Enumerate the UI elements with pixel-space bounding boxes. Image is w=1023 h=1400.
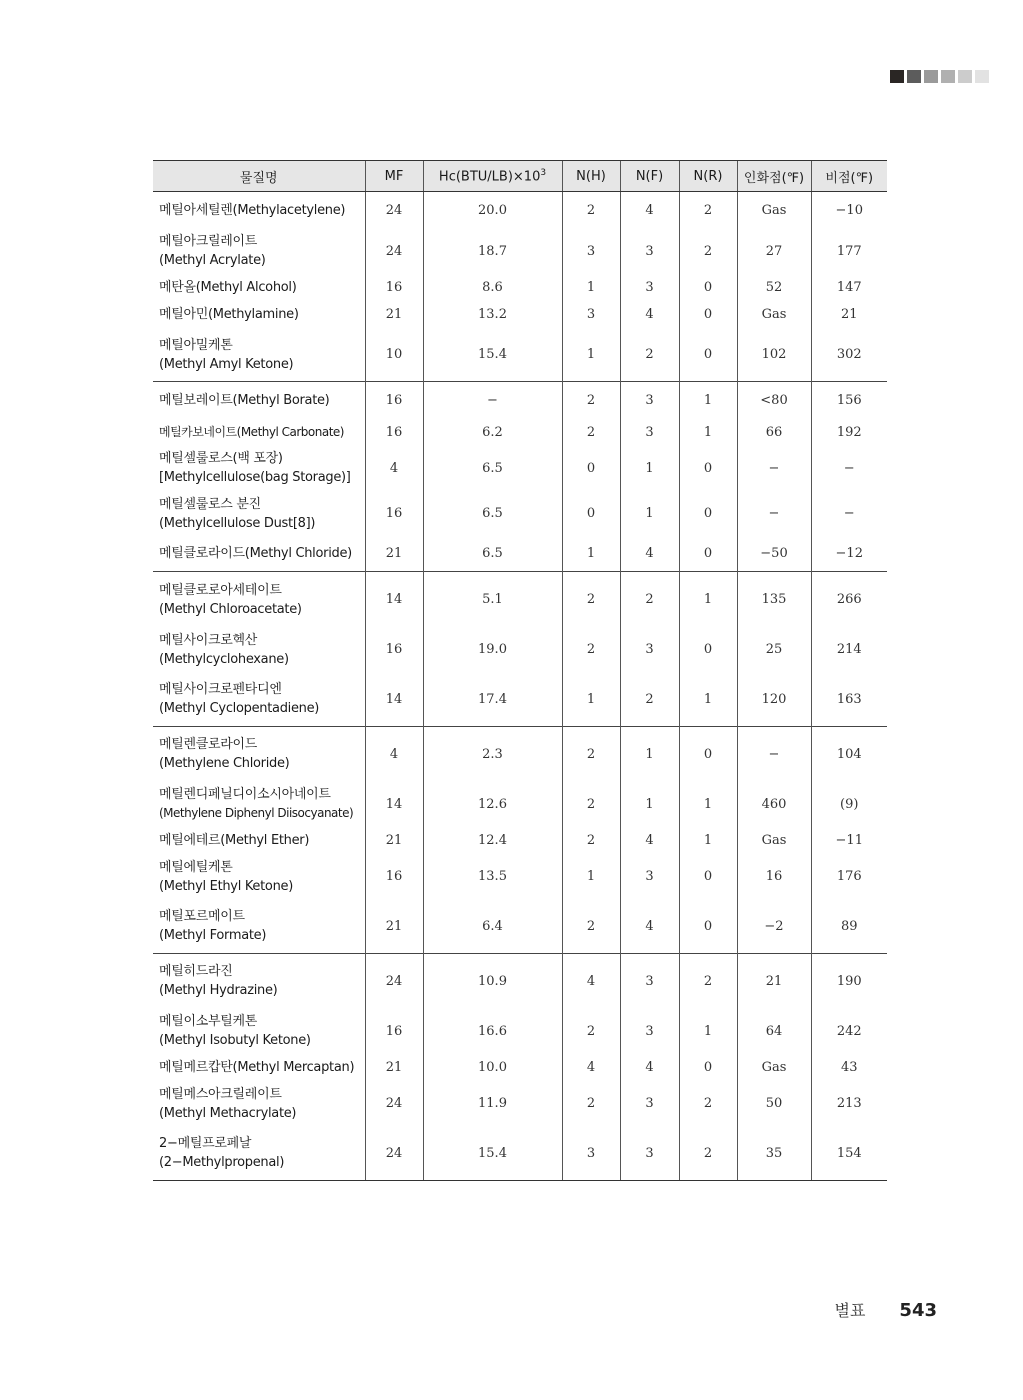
nr-cell: 0 <box>679 491 737 537</box>
mf-cell: 16 <box>365 419 423 446</box>
color-swatch <box>890 70 904 83</box>
substance-name: 메틸이소부틸케톤 <box>159 1014 258 1030</box>
color-swatch <box>941 70 955 83</box>
color-swatch <box>975 70 989 83</box>
table-row <box>153 1081 887 1127</box>
hc-cell: 10.0 <box>423 1054 562 1081</box>
nr-cell: 0 <box>679 274 737 301</box>
flash-cell: 21 <box>737 953 811 1009</box>
substance-name-english: (Methylcellulose Dust[8]) <box>159 515 316 531</box>
boil-cell: 190 <box>811 953 887 1009</box>
hc-cell: 16.6 <box>423 1009 562 1055</box>
nh-cell: 2 <box>562 572 620 628</box>
boil-cell: 242 <box>811 1009 887 1055</box>
substance-name: 메틸렌클로라이드 <box>159 737 258 752</box>
flash-cell: Gas <box>737 1054 811 1081</box>
nf-cell: 3 <box>620 953 679 1009</box>
substance-name-english: (Methyl Cyclopentadiene) <box>159 701 320 716</box>
nf-cell: 4 <box>620 192 679 229</box>
nh-cell: 2 <box>562 827 620 854</box>
hc-cell: 10.9 <box>423 953 562 1009</box>
boil-cell: 89 <box>811 900 887 954</box>
table-row <box>153 446 887 492</box>
boil-cell: 147 <box>811 274 887 301</box>
substance-name-cell <box>153 328 365 382</box>
nr-cell: 0 <box>679 537 737 572</box>
mf-cell: 21 <box>365 301 423 328</box>
flash-cell: 27 <box>737 229 811 275</box>
substance-name: 메틸사이크로헥산 <box>159 632 258 648</box>
nh-cell: 2 <box>562 627 620 673</box>
hc-cell: 12.4 <box>423 827 562 854</box>
header-mf: MF <box>365 161 423 192</box>
nh-cell: 4 <box>562 953 620 1009</box>
boil-cell: 104 <box>811 726 887 782</box>
hc-cell: 15.4 <box>423 1127 562 1181</box>
nf-cell: 2 <box>620 673 679 727</box>
substance-name-cell <box>153 382 365 419</box>
flash-cell: Gas <box>737 827 811 854</box>
substance-name: 메탄올(Methyl Alcohol) <box>159 280 297 295</box>
flash-cell: 120 <box>737 673 811 727</box>
header-hc-text: Hc(BTU/LB)×10 <box>438 169 541 185</box>
hc-cell: 20.0 <box>423 192 562 229</box>
table-row <box>153 328 887 382</box>
nh-cell: 4 <box>562 1054 620 1081</box>
substance-name-cell <box>153 446 365 492</box>
substance-name-cell <box>153 854 365 900</box>
substance-name-cell <box>153 572 365 628</box>
mf-cell: 10 <box>365 328 423 382</box>
nf-cell: 1 <box>620 726 679 782</box>
substance-name-cell <box>153 782 365 828</box>
boil-cell: − <box>811 491 887 537</box>
nh-cell: 1 <box>562 274 620 301</box>
header-nf: N(F) <box>620 161 679 192</box>
header-substance-name: 물질명 <box>153 161 365 192</box>
hc-cell: 6.2 <box>423 419 562 446</box>
substance-name-english: (Methyl Hydrazine) <box>159 983 278 998</box>
substance-name-cell <box>153 1081 365 1127</box>
mf-cell: 16 <box>365 274 423 301</box>
color-swatch <box>924 70 938 83</box>
flash-cell: 66 <box>737 419 811 446</box>
flash-cell: − <box>737 491 811 537</box>
hc-cell: 18.7 <box>423 229 562 275</box>
substance-name-cell <box>153 491 365 537</box>
substance-name: 메틸보레이트(Methyl Borate) <box>159 392 330 408</box>
substance-name-cell <box>153 537 365 572</box>
boil-cell: 43 <box>811 1054 887 1081</box>
nh-cell: 2 <box>562 782 620 828</box>
nr-cell: 1 <box>679 1009 737 1055</box>
boil-cell: 21 <box>811 301 887 328</box>
flash-cell: 102 <box>737 328 811 382</box>
table-row <box>153 782 887 828</box>
nr-cell: 1 <box>679 782 737 828</box>
mf-cell: 21 <box>365 537 423 572</box>
nf-cell: 1 <box>620 491 679 537</box>
nh-cell: 2 <box>562 900 620 954</box>
flash-cell: 460 <box>737 782 811 828</box>
substance-name-cell <box>153 726 365 782</box>
nf-cell: 2 <box>620 572 679 628</box>
hc-cell: 11.9 <box>423 1081 562 1127</box>
mf-cell: 16 <box>365 1009 423 1055</box>
substance-name: 메틸셀룰로스 분진 <box>159 496 261 512</box>
hc-cell: 5.1 <box>423 572 562 628</box>
table-row <box>153 900 887 954</box>
table-row <box>153 274 887 301</box>
substance-name: 메틸아민(Methylamine) <box>159 307 299 322</box>
chemical-properties-table <box>153 160 887 1181</box>
nr-cell: 0 <box>679 854 737 900</box>
mf-cell: 21 <box>365 900 423 954</box>
boil-cell: 302 <box>811 328 887 382</box>
nr-cell: 2 <box>679 1127 737 1181</box>
substance-name: 메틸아세틸렌(Methylacetylene) <box>159 202 346 218</box>
nh-cell: 1 <box>562 673 620 727</box>
header-hc <box>423 161 562 192</box>
substance-name: 메틸카보네이트(Methyl Carbonate) <box>159 424 344 439</box>
boil-cell: 163 <box>811 673 887 727</box>
mf-cell: 16 <box>365 854 423 900</box>
substance-name: 메틸클로라이드(Methyl Chloride) <box>159 546 352 562</box>
table-row <box>153 537 887 572</box>
flash-cell: − <box>737 446 811 492</box>
table-header-row <box>153 161 887 192</box>
nf-cell: 3 <box>620 1009 679 1055</box>
nr-cell: 1 <box>679 673 737 727</box>
substance-name: 메틸아크릴레이트 <box>159 234 258 250</box>
substance-name-english: (Methyl Ethyl Ketone) <box>159 878 293 894</box>
substance-name-cell <box>153 627 365 673</box>
nf-cell: 3 <box>620 274 679 301</box>
header-nr: N(R) <box>679 161 737 192</box>
mf-cell: 16 <box>365 627 423 673</box>
substance-name-english: (Methyl Acrylate) <box>159 253 266 269</box>
table-row <box>153 953 887 1009</box>
nh-cell: 2 <box>562 1081 620 1127</box>
nr-cell: 0 <box>679 627 737 673</box>
header-boiling-point: 비점(℉) <box>811 161 887 192</box>
mf-cell: 24 <box>365 1127 423 1181</box>
hc-cell: 12.6 <box>423 782 562 828</box>
mf-cell: 16 <box>365 382 423 419</box>
nf-cell: 1 <box>620 782 679 828</box>
page-footer <box>835 1298 938 1321</box>
substance-name-cell <box>153 301 365 328</box>
substance-name-english: (2−Methylpropenal) <box>159 1155 285 1170</box>
substance-name: 메틸에틸케톤 <box>159 859 233 875</box>
hc-cell: − <box>423 382 562 419</box>
substance-name: 메틸포르메이트 <box>159 909 245 924</box>
hc-cell: 15.4 <box>423 328 562 382</box>
substance-name-cell <box>153 229 365 275</box>
table-row <box>153 229 887 275</box>
footer-section-title: 별표 <box>834 1301 866 1320</box>
nf-cell: 3 <box>620 854 679 900</box>
nf-cell: 4 <box>620 827 679 854</box>
nf-cell: 3 <box>620 1127 679 1181</box>
substance-name-english: [Methylcellulose(bag Storage)] <box>159 470 351 486</box>
substance-name: 메틸셀룰로스(백 포장) <box>159 451 283 467</box>
substance-name-english: (Methyl Methacrylate) <box>159 1105 297 1121</box>
hc-cell: 6.4 <box>423 900 562 954</box>
mf-cell: 14 <box>365 673 423 727</box>
nr-cell: 1 <box>679 827 737 854</box>
nh-cell: 1 <box>562 854 620 900</box>
hc-cell: 13.5 <box>423 854 562 900</box>
table-row <box>153 1054 887 1081</box>
nf-cell: 4 <box>620 1054 679 1081</box>
nf-cell: 3 <box>620 229 679 275</box>
substance-name-cell <box>153 274 365 301</box>
table-row <box>153 1127 887 1181</box>
header-color-swatches <box>890 70 989 83</box>
nh-cell: 2 <box>562 726 620 782</box>
substance-name-english: (Methylene Chloride) <box>159 756 290 771</box>
flash-cell: Gas <box>737 301 811 328</box>
substance-name-cell <box>153 953 365 1009</box>
mf-cell: 14 <box>365 782 423 828</box>
substance-name-cell <box>153 1009 365 1055</box>
mf-cell: 21 <box>365 1054 423 1081</box>
table-row <box>153 382 887 419</box>
substance-name-english: (Methyl Isobutyl Ketone) <box>159 1033 311 1049</box>
nr-cell: 0 <box>679 328 737 382</box>
nr-cell: 2 <box>679 953 737 1009</box>
substance-name: 메틸아밀케톤 <box>159 337 233 353</box>
hc-cell: 19.0 <box>423 627 562 673</box>
nf-cell: 3 <box>620 627 679 673</box>
boil-cell: 176 <box>811 854 887 900</box>
nr-cell: 0 <box>679 900 737 954</box>
substance-name-cell <box>153 900 365 954</box>
substance-name: 메틸사이크로펜타디엔 <box>159 682 282 697</box>
mf-cell: 24 <box>365 229 423 275</box>
nh-cell: 3 <box>562 301 620 328</box>
boil-cell: 192 <box>811 419 887 446</box>
nr-cell: 2 <box>679 229 737 275</box>
page-number: 543 <box>899 1300 937 1321</box>
color-swatch <box>907 70 921 83</box>
nr-cell: 1 <box>679 382 737 419</box>
mf-cell: 24 <box>365 1081 423 1127</box>
mf-cell: 14 <box>365 572 423 628</box>
nr-cell: 0 <box>679 726 737 782</box>
nr-cell: 1 <box>679 419 737 446</box>
table-row <box>153 572 887 628</box>
table-row <box>153 827 887 854</box>
nh-cell: 1 <box>562 328 620 382</box>
nh-cell: 3 <box>562 229 620 275</box>
substance-name-cell <box>153 192 365 229</box>
nh-cell: 3 <box>562 1127 620 1181</box>
nf-cell: 4 <box>620 301 679 328</box>
hc-cell: 13.2 <box>423 301 562 328</box>
table-body <box>153 192 887 1181</box>
table-row <box>153 192 887 229</box>
nr-cell: 1 <box>679 572 737 628</box>
flash-cell: 135 <box>737 572 811 628</box>
nr-cell: 0 <box>679 301 737 328</box>
substance-name: 메틸에테르(Methyl Ether) <box>159 833 310 848</box>
hc-cell: 8.6 <box>423 274 562 301</box>
flash-cell: Gas <box>737 192 811 229</box>
flash-cell: 16 <box>737 854 811 900</box>
substance-name-cell <box>153 1127 365 1181</box>
boil-cell: 213 <box>811 1081 887 1127</box>
color-swatch <box>958 70 972 83</box>
flash-cell: 52 <box>737 274 811 301</box>
boil-cell: −10 <box>811 192 887 229</box>
substance-name: 2−메틸프로페날 <box>159 1136 252 1151</box>
nh-cell: 0 <box>562 491 620 537</box>
hc-cell: 6.5 <box>423 446 562 492</box>
flash-cell: 25 <box>737 627 811 673</box>
header-hc-superscript: 3 <box>540 167 547 178</box>
nr-cell: 2 <box>679 192 737 229</box>
boil-cell: 266 <box>811 572 887 628</box>
mf-cell: 16 <box>365 491 423 537</box>
flash-cell: 50 <box>737 1081 811 1127</box>
flash-cell: −2 <box>737 900 811 954</box>
boil-cell: 177 <box>811 229 887 275</box>
substance-name-english: (Methyl Formate) <box>159 928 267 943</box>
substance-name-english: (Methylcyclohexane) <box>159 651 289 667</box>
nh-cell: 2 <box>562 419 620 446</box>
nh-cell: 2 <box>562 382 620 419</box>
nh-cell: 1 <box>562 537 620 572</box>
boil-cell: − <box>811 446 887 492</box>
hc-cell: 2.3 <box>423 726 562 782</box>
header-flash-point: 인화점(℉) <box>737 161 811 192</box>
flash-cell: <80 <box>737 382 811 419</box>
substance-name-cell <box>153 419 365 446</box>
mf-cell: 24 <box>365 192 423 229</box>
hc-cell: 6.5 <box>423 491 562 537</box>
substance-name: 메틸히드라진 <box>159 964 233 979</box>
header-nh: N(H) <box>562 161 620 192</box>
table-row <box>153 627 887 673</box>
hc-cell: 6.5 <box>423 537 562 572</box>
substance-name-cell <box>153 673 365 727</box>
nr-cell: 0 <box>679 1054 737 1081</box>
nf-cell: 1 <box>620 446 679 492</box>
boil-cell: 154 <box>811 1127 887 1181</box>
table-row <box>153 491 887 537</box>
table-row <box>153 419 887 446</box>
mf-cell: 4 <box>365 446 423 492</box>
flash-cell: 64 <box>737 1009 811 1055</box>
substance-name-english: (Methyl Chloroacetate) <box>159 601 302 617</box>
substance-name-english: (Methyl Amyl Ketone) <box>159 356 294 372</box>
boil-cell: (9) <box>811 782 887 828</box>
table-row <box>153 673 887 727</box>
nr-cell: 2 <box>679 1081 737 1127</box>
nr-cell: 0 <box>679 446 737 492</box>
table-row <box>153 726 887 782</box>
flash-cell: −50 <box>737 537 811 572</box>
boil-cell: −11 <box>811 827 887 854</box>
nh-cell: 0 <box>562 446 620 492</box>
flash-cell: 35 <box>737 1127 811 1181</box>
table-row <box>153 1009 887 1055</box>
substance-name-english: (Methylene Diphenyl Diisocyanate) <box>159 806 354 821</box>
nf-cell: 4 <box>620 900 679 954</box>
nf-cell: 4 <box>620 537 679 572</box>
nh-cell: 2 <box>562 192 620 229</box>
substance-name-cell <box>153 827 365 854</box>
mf-cell: 21 <box>365 827 423 854</box>
boil-cell: −12 <box>811 537 887 572</box>
mf-cell: 4 <box>365 726 423 782</box>
substance-name: 메틸메스아크릴레이트 <box>159 1086 282 1102</box>
mf-cell: 24 <box>365 953 423 1009</box>
nf-cell: 3 <box>620 419 679 446</box>
hc-cell: 17.4 <box>423 673 562 727</box>
nf-cell: 2 <box>620 328 679 382</box>
table-row <box>153 301 887 328</box>
flash-cell: − <box>737 726 811 782</box>
substance-name: 메틸메르캅탄(Methyl Mercaptan) <box>159 1060 355 1075</box>
substance-name-cell <box>153 1054 365 1081</box>
substance-name: 메틸클로로아세테이트 <box>159 582 282 598</box>
nf-cell: 3 <box>620 382 679 419</box>
nf-cell: 3 <box>620 1081 679 1127</box>
substance-name: 메틸렌디페닐디이소시아네이트 <box>159 787 331 803</box>
boil-cell: 156 <box>811 382 887 419</box>
table-row <box>153 854 887 900</box>
boil-cell: 214 <box>811 627 887 673</box>
nh-cell: 2 <box>562 1009 620 1055</box>
